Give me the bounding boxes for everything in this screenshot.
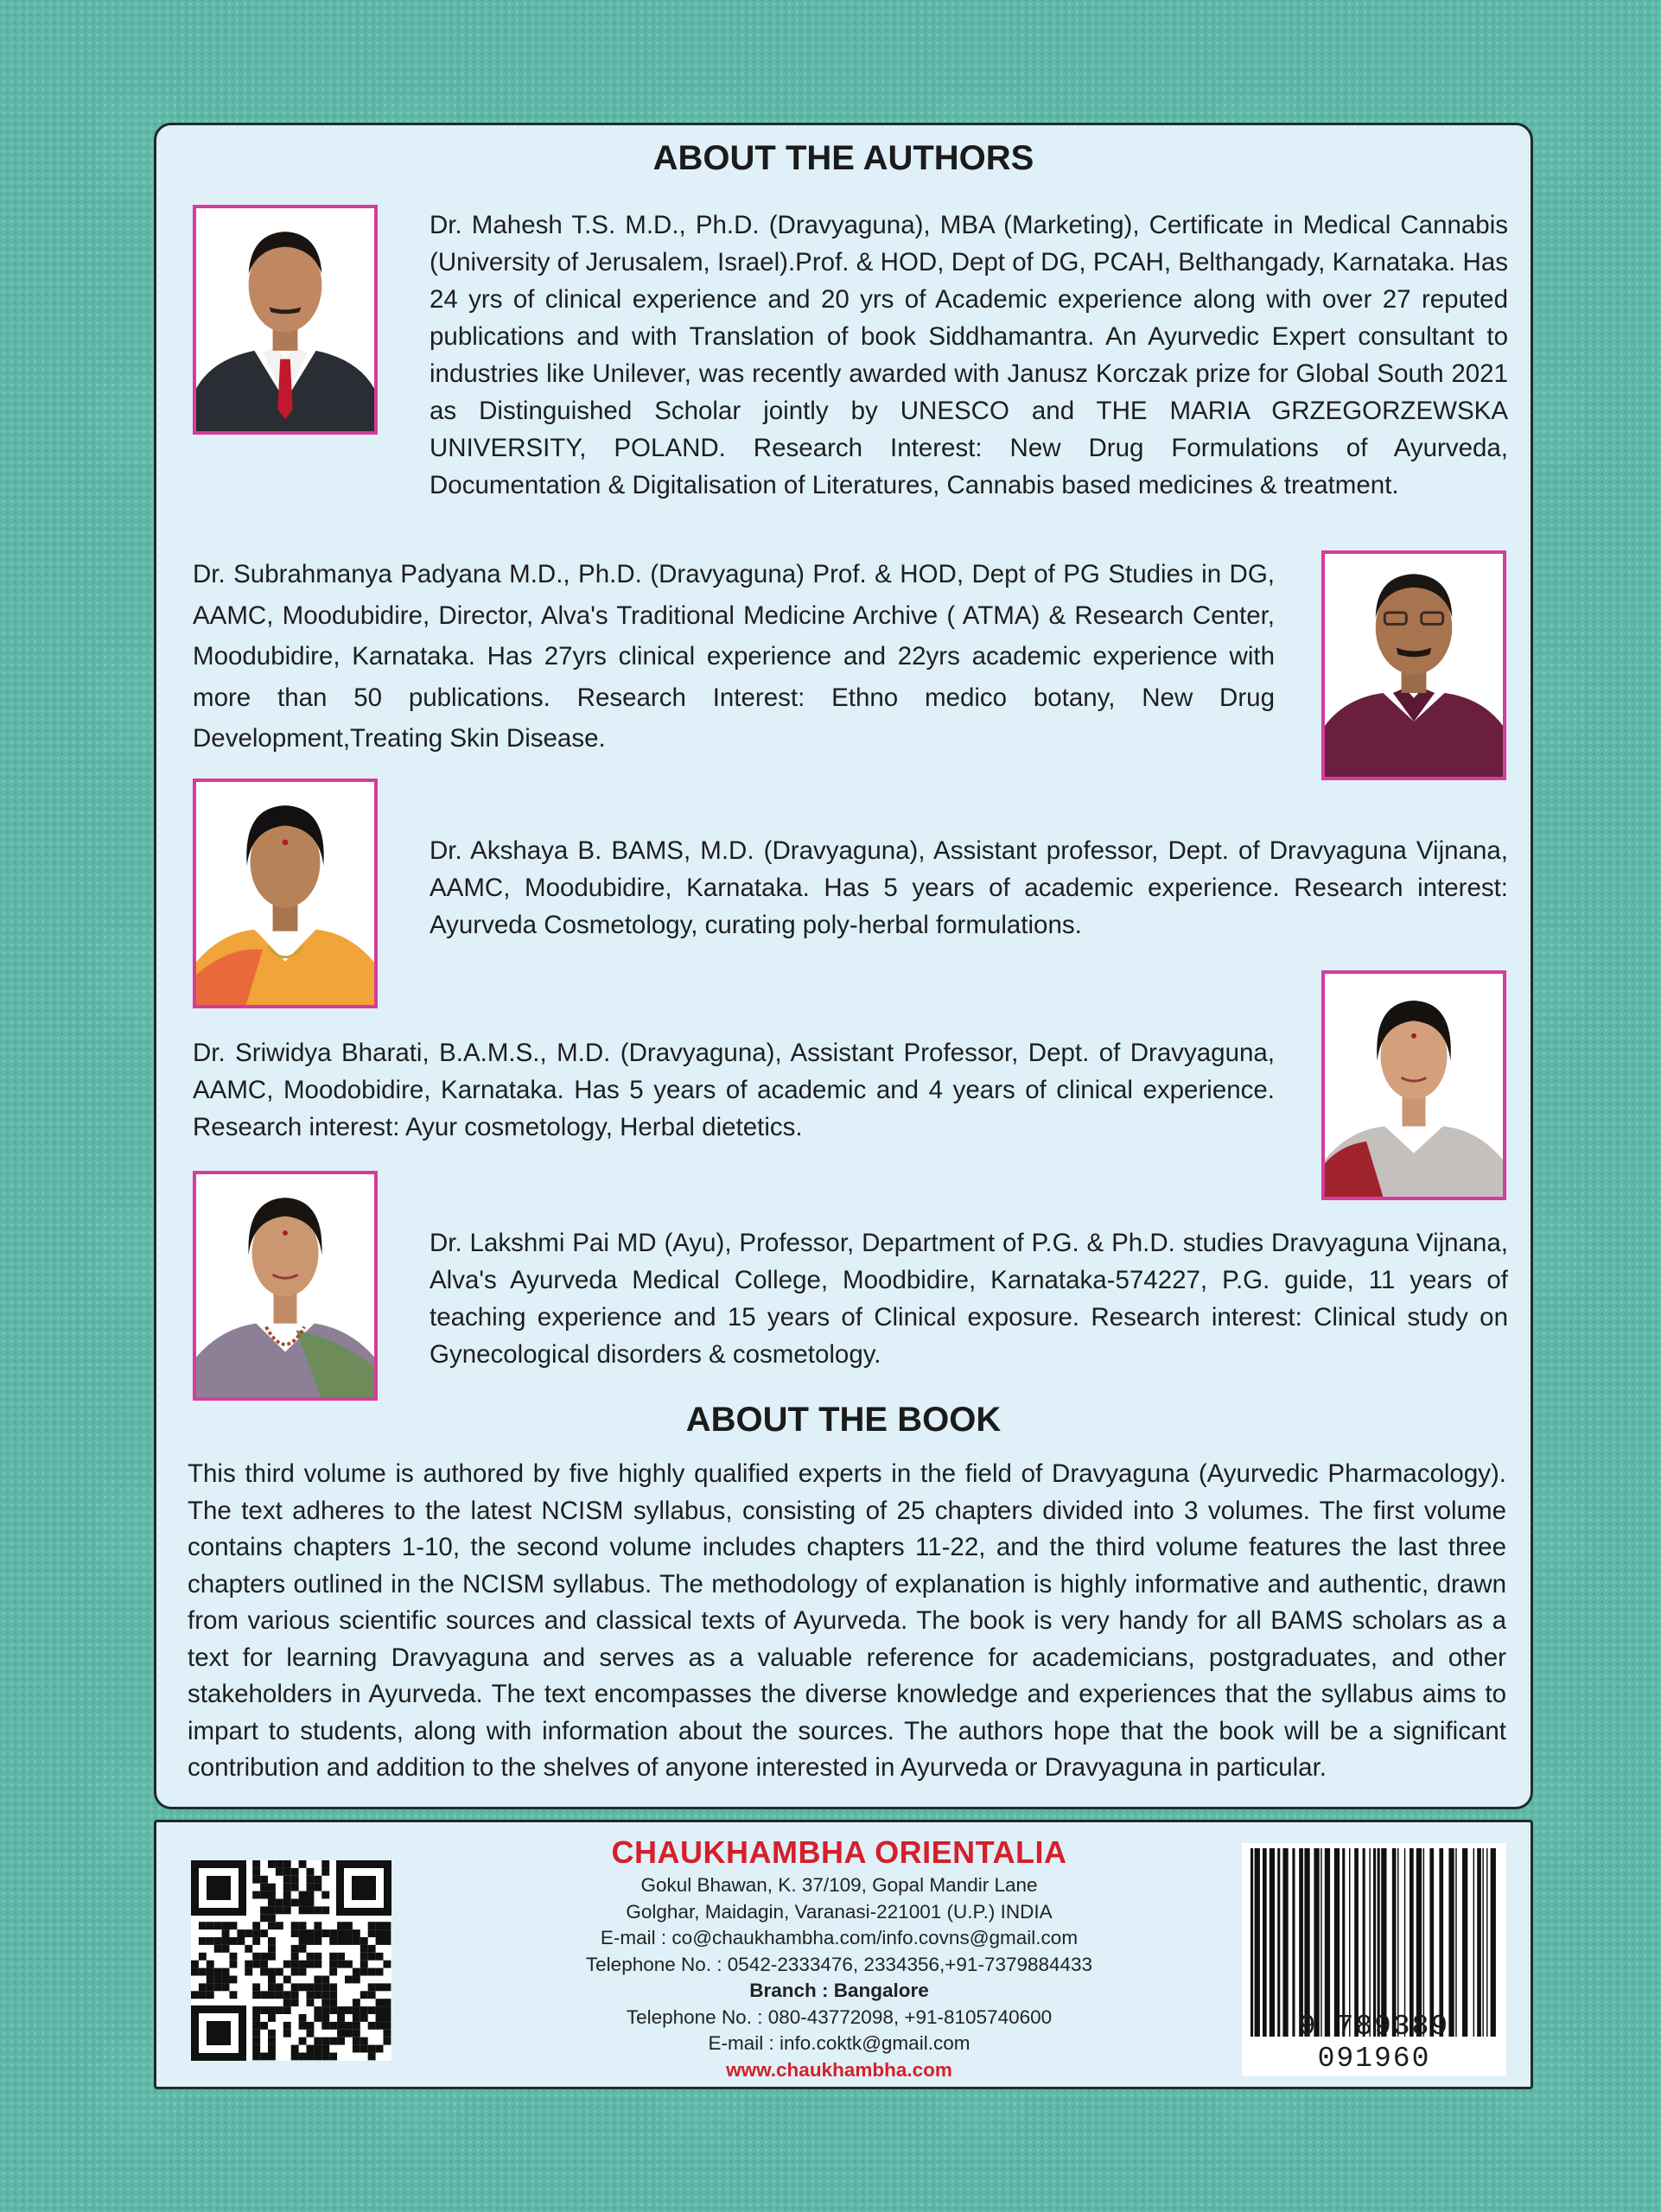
author-photo-sriwidya (1321, 970, 1506, 1200)
author-photo-lakshmi (193, 1171, 378, 1401)
isbn-number: 9 789389 091960 (1298, 2011, 1450, 2075)
barcode (1242, 1843, 1506, 2076)
author-bio-akshaya: Dr. Akshaya B. BAMS, M.D. (Dravyaguna), Assistant professor, Dept. of Dravyaguna Vijnana, AAMC, Moodubidire, Karnataka. Has 5 years of academic experience. Research interest: Ayurveda Cosmetology, curating poly-herbal formulations. (430, 836, 1508, 939)
publisher-phone: Telephone No. : 0542-2333476, 2334356,+91-7379884433 (585, 1953, 1093, 1975)
publisher-address-1: Gokul Bhawan, K. 37/109, Gopal Mandir Lane (640, 1874, 1038, 1896)
publisher-address-2: Golghar, Maidagin, Varanasi-221001 (U.P.) INDIA (626, 1900, 1053, 1923)
publisher-email: E-mail : co@chaukhambha.com/info.covns@gmail.com (600, 1927, 1079, 1948)
branch-phone: Telephone No. : 080-43772098, +91-8105740600 (626, 2005, 1053, 2028)
branch-label: Branch : Bangalore (749, 1980, 929, 2001)
author-bio-lakshmi: Dr. Lakshmi Pai MD (Ayu), Professor, Department of P.G. & Ph.D. studies Dravyaguna Vijnana, Alva's Ayurveda Medical College, Moodbidire, Karnataka-574227, P.G. guide, 11 years of teaching experience and 15 years of Clinical exposure. Research interest: Clinical study on Gynecological disorders & cosmetology. (430, 1229, 1508, 1369)
branch-email: E-mail : info.coktk@gmail.com (708, 2032, 971, 2054)
about-authors-title: ABOUT THE AUTHORS (652, 139, 1034, 177)
author-photo-akshaya (193, 779, 378, 1008)
author-photo-mahesh (193, 205, 378, 435)
about-book-title: ABOUT THE BOOK (685, 1401, 1002, 1439)
author-bio-subrahmanya: Dr. Subrahmanya Padyana M.D., Ph.D. (Dravyaguna) Prof. & HOD, Dept of PG Studies in DG, AAMC, Moodubidire, Director, Alva's Traditional Medicine Archive ( ATMA) & Research Center, Moodubidire, Karnataka. Has 27yrs clinical experience and 22yrs academic experience with more than 50 publications. Research Interest: Ethno medico botany, New Drug Development,Treating Skin Disease. (193, 560, 1275, 753)
about-panel (154, 123, 1533, 1809)
publisher-website-link[interactable]: www.chaukhambha.com (726, 2058, 952, 2081)
publisher-name: CHAUKHAMBHA ORIENTALIA (611, 1834, 1067, 1870)
qr-code-icon[interactable] (191, 1860, 391, 2061)
author-photo-subrahmanya (1321, 550, 1506, 780)
publisher-info (493, 1833, 1185, 2083)
about-book-text: This third volume is authored by five highly qualified experts in the field of Dravyaguna (Ayurvedic Pharmacology). The text adheres to the latest NCISM syllabus, consisting of 25 chapters divided into 3 volumes. The first volume contains chapters 1-10, the second volume includes chapters 11-22, and the third volume features the last three chapters outlined in the NCISM syllabus. The methodology of explanation is highly informative and authentic, drawn from various scientific sources and classical texts of Ayurveda. The book is very handy for all BAMS scholars as a text for learning Dravyaguna and serves as a valuable reference for academicians, postgraduates, and other stakeholders in Ayurveda. The text encompasses the diverse knowledge and experiences that the syllabus aims to impart to students, along with information about the sources. The authors hope that the book will be a significant contribution and addition to the shelves of anyone interested in Ayurveda or Dravyaguna in particular. (188, 1459, 1506, 1782)
publisher-panel (154, 1820, 1533, 2089)
author-bio-sriwidya: Dr. Sriwidya Bharati, B.A.M.S., M.D. (Dravyaguna), Assistant Professor, Dept. of Dravyaguna, AAMC, Moodobidire, Karnataka. Has 5 years of academic and 4 years of clinical experience. Research interest: Ayur cosmetology, Herbal dietetics. (193, 1039, 1275, 1141)
author-bio-mahesh: Dr. Mahesh T.S. M.D., Ph.D. (Dravyaguna), MBA (Marketing), Certificate in Medical Cannabis (University of Jerusalem, Israel).Prof. & HOD, Dept of DG, PCAH, Belthangady, Karnataka. Has 24 yrs of clinical experience and 20 yrs of Academic experience along with over 27 reputed publications and with Translation of book Siddhamantra. An Ayurvedic Expert consultant to industries like Unilever, was recently awarded with Janusz Korczak prize for Global South 2021 as Distinguished Scholar jointly by UNESCO and THE MARIA GRZEGORZEWSKA UNIVERSITY, POLAND. Research Interest: New Drug Formulations of Ayurveda, Documentation & Digitalisation of Literatures, Cannabis based medicines & treatment. (430, 211, 1508, 499)
